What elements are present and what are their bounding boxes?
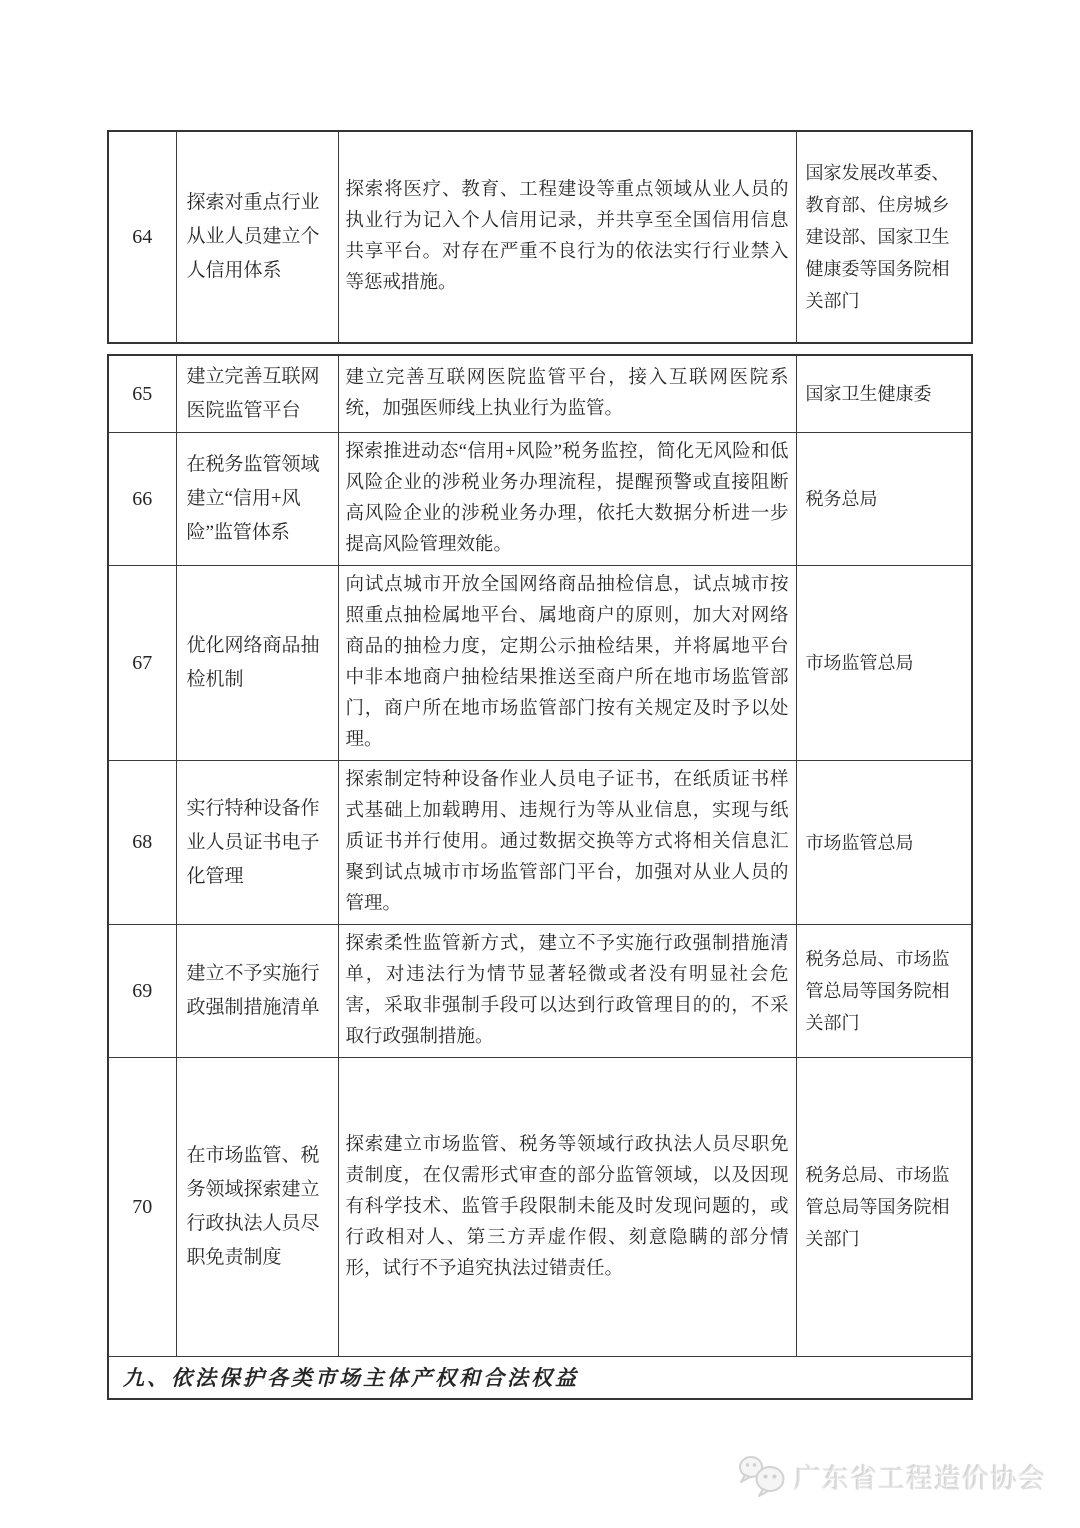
section-header-row <box>108 1357 972 1399</box>
row-number-cell: 68 <box>108 761 176 925</box>
table-row <box>108 761 972 925</box>
department-cell: 税务总局、市场监管总局等国务院相关部门 <box>796 1058 972 1357</box>
measure-title-cell: 建立不予实施行政强制措施清单 <box>176 925 338 1058</box>
department-cell: 国家卫生健康委 <box>796 355 972 433</box>
row-number-cell: 64 <box>108 131 176 343</box>
wechat-chat-bubbles-icon <box>737 1454 789 1498</box>
measure-description-cell: 探索柔性监管新方式，建立不予实施行政强制措施清单，对违法行为情节显著轻微或者没有明显社会危害，采取非强制手段可以达到行政管理目的的，不采取行政强制措施。 <box>338 925 796 1058</box>
table-row <box>108 355 972 433</box>
row-number-cell: 65 <box>108 355 176 433</box>
table-row <box>108 925 972 1058</box>
measure-description-cell: 探索建立市场监管、税务等领域行政执法人员尽职免责制度，在仅需形式审查的部分监管领域，以及因现有科学技术、监管手段限制未能及时发现问题的，或行政相对人、第三方弄虚作假、刻意隐瞒的部分情形，试行不予追究执法过错责任。 <box>338 1058 796 1357</box>
measures-table-part2 <box>107 354 973 1400</box>
watermark <box>737 1448 1046 1504</box>
measure-description-cell: 探索推进动态“信用+风险”税务监控，简化无风险和低风险企业的涉税业务办理流程，提醒预警或直接阻断高风险企业的涉税业务办理，依托大数据分析进一步提高风险管理效能。 <box>338 433 796 566</box>
measure-description-cell: 向试点城市开放全国网络商品抽检信息，试点城市按照重点抽检属地平台、属地商户的原则，加大对网络商品的抽检力度，定期公示抽检结果，并将属地平台中非本地商户抽检结果推送至商户所在地市场监管部门，商户所在地市场监管部门按有关规定及时予以处理。 <box>338 566 796 761</box>
measure-title-cell: 在市场监管、税务领域探索建立行政执法人员尽职免责制度 <box>176 1058 338 1357</box>
table-row <box>108 1058 972 1357</box>
department-cell: 税务总局 <box>796 433 972 566</box>
measure-title-cell: 优化网络商品抽检机制 <box>176 566 338 761</box>
table-row <box>108 433 972 566</box>
row-number-cell: 66 <box>108 433 176 566</box>
row-number-cell: 70 <box>108 1058 176 1357</box>
department-cell: 市场监管总局 <box>796 761 972 925</box>
measure-title-cell: 建立完善互联网医院监管平台 <box>176 355 338 433</box>
measure-description-cell: 建立完善互联网医院监管平台，接入互联网医院系统，加强医师线上执业行为监管。 <box>338 355 796 433</box>
measures-table-part1 <box>107 130 973 344</box>
department-cell: 税务总局、市场监管总局等国务院相关部门 <box>796 925 972 1058</box>
row-number-cell: 67 <box>108 566 176 761</box>
row-number-cell: 69 <box>108 925 176 1058</box>
department-cell: 国家发展改革委、教育部、住房城乡建设部、国家卫生健康委等国务院相关部门 <box>796 131 972 343</box>
department-cell: 市场监管总局 <box>796 566 972 761</box>
watermark-text: 广东省工程造价协会 <box>794 1463 1046 1494</box>
measure-description-cell: 探索将医疗、教育、工程建设等重点领域从业人员的执业行为记入个人信用记录，并共享至全国信用信息共享平台。对存在严重不良行为的依法实行行业禁入等惩戒措施。 <box>338 131 796 343</box>
section-header: 九、依法保护各类市场主体产权和合法权益 <box>108 1357 972 1399</box>
measure-description-cell: 探索制定特种设备作业人员电子证书，在纸质证书样式基础上加载聘用、违规行为等从业信息，实现与纸质证书并行使用。通过数据交换等方式将相关信息汇聚到试点城市市场监管部门平台，加强对从业人员的管理。 <box>338 761 796 925</box>
measure-title-cell: 实行特种设备作业人员证书电子化管理 <box>176 761 338 925</box>
measure-title-cell: 探索对重点行业从业人员建立个人信用体系 <box>176 131 338 343</box>
measure-title-cell: 在税务监管领域建立“信用+风险”监管体系 <box>176 433 338 566</box>
table-row <box>108 131 972 343</box>
table-row <box>108 566 972 761</box>
